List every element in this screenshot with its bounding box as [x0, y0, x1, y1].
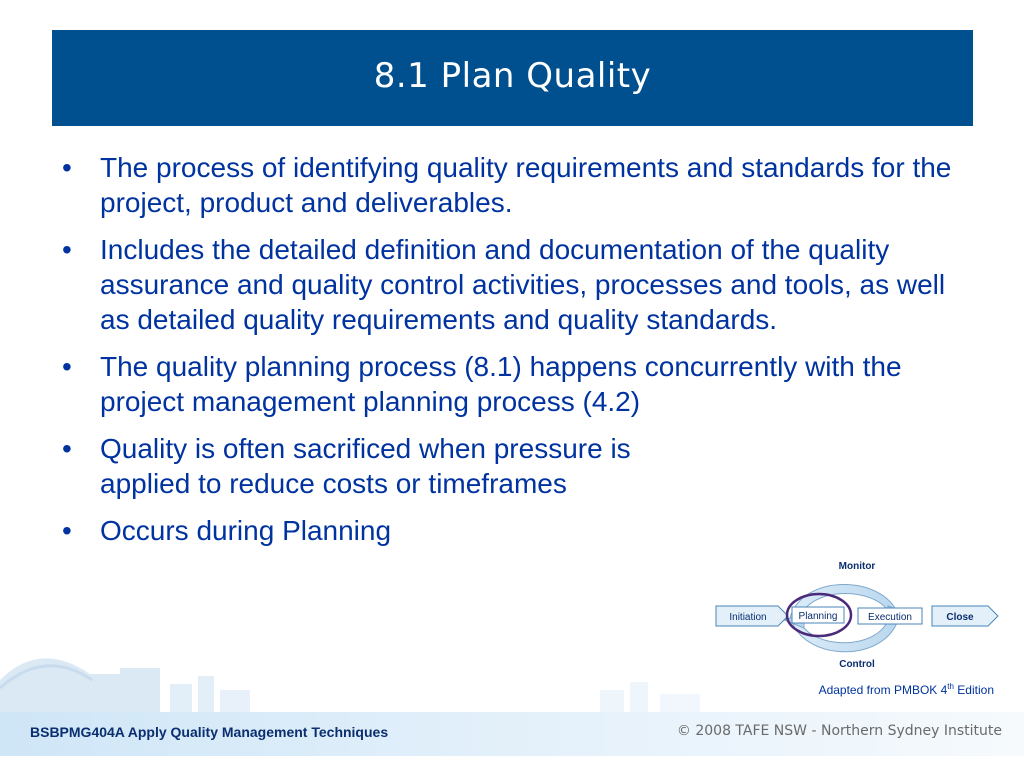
- control-label: Control: [839, 659, 875, 670]
- bullet-item: [60, 349, 980, 419]
- bullet-item: [60, 431, 980, 501]
- bullet-text: The quality planning process (8.1) happens concurrently with the project management planning process (4.2): [100, 351, 902, 417]
- monitor-label: Monitor: [838, 561, 876, 572]
- source-note-sup: th: [947, 682, 954, 691]
- title-bar: [52, 30, 973, 126]
- bullet-text: Includes the detailed definition and documentation of the quality assurance and quality control activities, processes and tools, as well as detailed quality requirements and quality standards.: [100, 234, 946, 335]
- bullet-list: [60, 150, 980, 560]
- bullet-marker: •: [62, 234, 72, 265]
- bullet-marker: •: [62, 515, 72, 546]
- bullet-marker: •: [62, 152, 72, 183]
- bullet-text: Quality is often sacrificed when pressure is applied to reduce costs or timeframes: [100, 433, 631, 499]
- bullet-item: [60, 232, 980, 337]
- bullet-marker: •: [62, 351, 72, 382]
- source-note-text: Adapted from PMBOK 4: [818, 683, 948, 697]
- footer-copyright: © 2008 TAFE NSW - Northern Sydney Institute: [676, 723, 1002, 739]
- bullet-item: [60, 150, 980, 220]
- planning-label: Planning: [798, 611, 838, 622]
- initiation-label: Initiation: [729, 612, 767, 623]
- source-note-suffix: Edition: [953, 683, 994, 697]
- bullet-item: [60, 513, 980, 548]
- close-label: Close: [946, 612, 974, 623]
- bullet-marker: •: [62, 433, 72, 464]
- execution-label: Execution: [868, 612, 912, 623]
- source-note: [819, 682, 994, 697]
- process-group-diagram: [712, 556, 1012, 676]
- slide-title: 8.1 Plan Quality: [373, 56, 652, 96]
- bullet-text: The process of identifying quality requirements and standards for the project, product and deliverables.: [100, 152, 952, 218]
- bullet-text: Occurs during Planning: [100, 515, 392, 546]
- footer-course-title: BSBPMG404A Apply Quality Management Techniques: [30, 724, 389, 740]
